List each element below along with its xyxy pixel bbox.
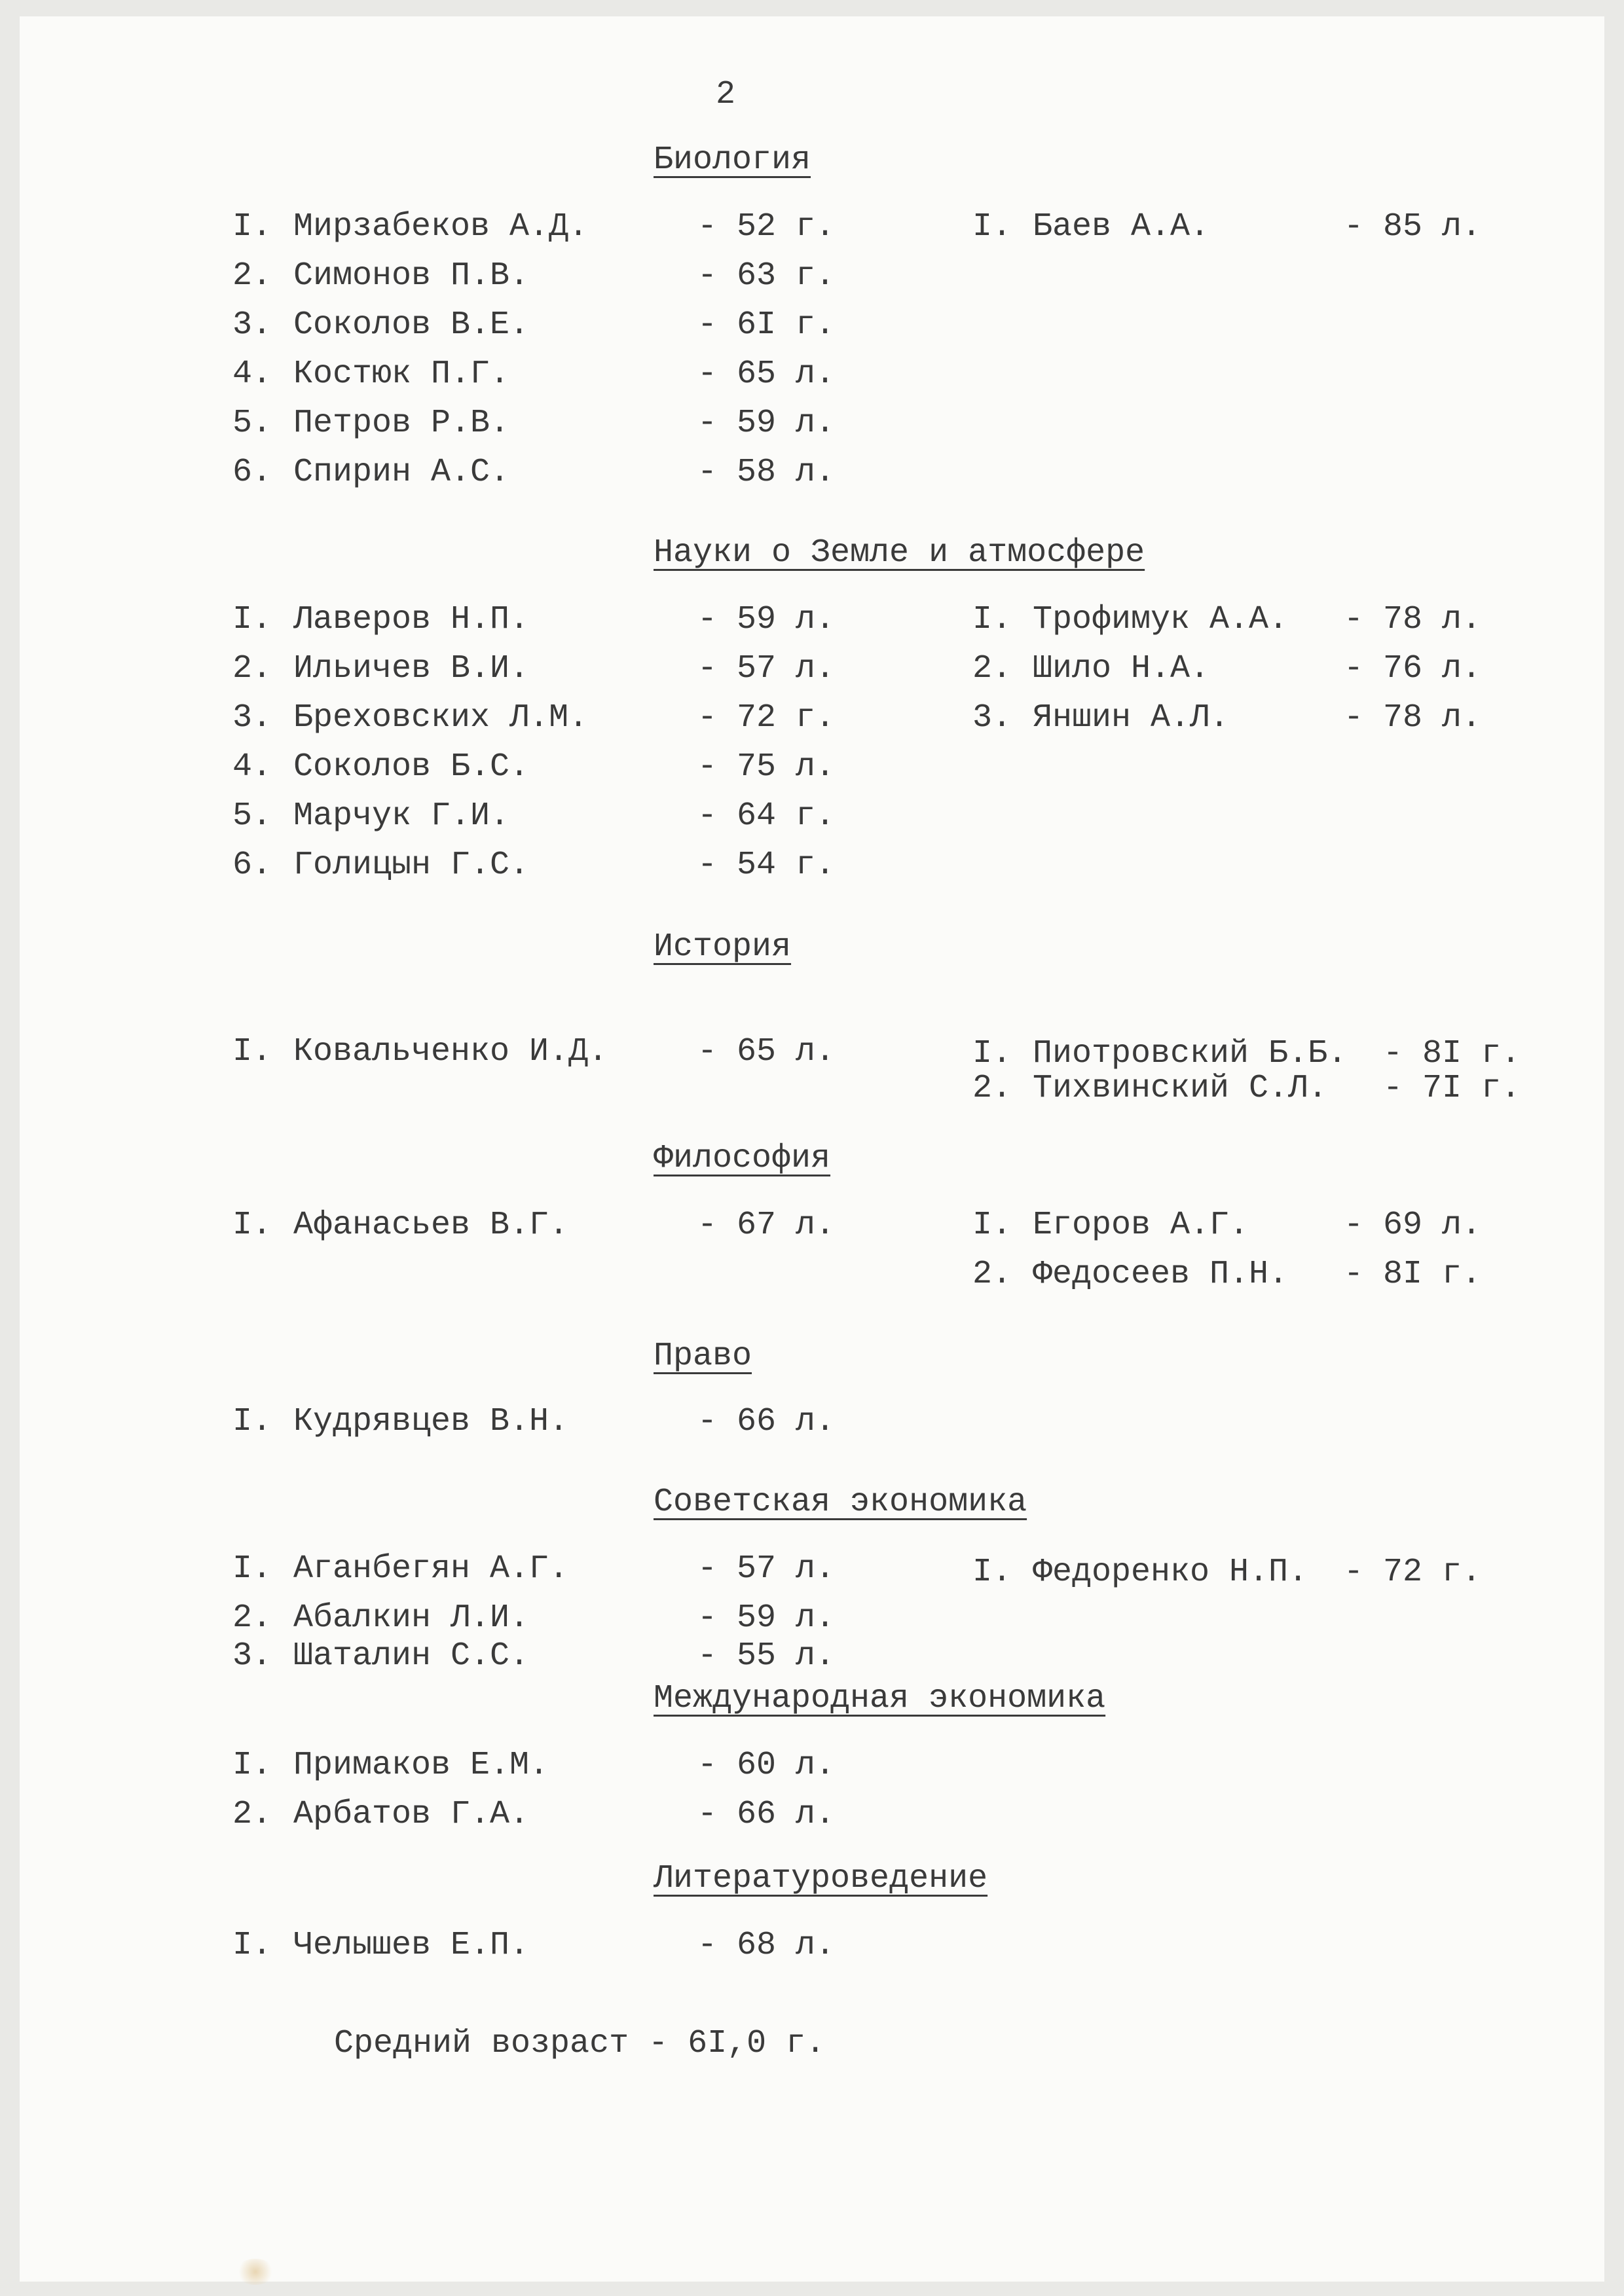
entry-age: - 52 г. [697,208,835,246]
entry-age: - 85 л. [1343,208,1481,246]
entry-age: - 75 л. [697,748,835,786]
entry-name: Ильичев В.И. [293,650,530,687]
entry-name: Трофимук А.А. [1033,601,1289,638]
entry-age: - 72 г. [1343,1554,1481,1591]
entry-num: 3. [972,699,1012,737]
entry-age: - 8I г. [1382,1035,1521,1072]
entry-num: 3. [232,1637,272,1675]
entry-num: 2. [232,1599,272,1637]
entry-age: - 59 л. [697,405,835,442]
entry-name: Афанасьев В.Г. [293,1207,569,1244]
entry-age: - 58 л. [697,454,835,491]
entry-name: Петров Р.В. [293,405,510,442]
entry-name: Егоров А.Г. [1033,1207,1249,1244]
entry-name: Челышев Е.П. [293,1927,530,1964]
entry-name: Спирин А.С. [293,454,510,491]
average-age-line: Средний возраст - 6I,0 г. [334,2025,826,2062]
entry-num: I. [232,1207,272,1244]
entry-name: Марчук Г.И. [293,797,510,835]
entry-name: Кудрявцев В.Н. [293,1403,569,1440]
section-title-literary-studies: Литературоведение [654,1860,988,1897]
entry-name: Шаталин С.С. [293,1637,530,1675]
section-title-history: История [654,928,792,966]
entry-num: I. [232,1550,272,1588]
entry-age: - 63 г. [697,257,835,295]
entry-name: Мирзабеков А.Д. [293,208,589,246]
entry-age: - 8I г. [1343,1256,1481,1293]
entry-age: - 59 л. [697,601,835,638]
entry-name: Голицын Г.С. [293,847,530,884]
entry-name: Арбатов Г.А. [293,1796,530,1833]
section-title-earth-sciences: Науки о Земле и атмосфере [654,534,1145,572]
entry-age: - 6I г. [697,306,835,344]
entry-age: - 7I г. [1382,1070,1521,1107]
section-title-soviet-economics: Советская экономика [654,1484,1027,1521]
entry-age: - 55 л. [697,1637,835,1675]
entry-num: 2. [232,650,272,687]
entry-num: I. [972,601,1012,638]
entry-num: 4. [232,748,272,786]
entry-age: - 57 л. [697,650,835,687]
page-number: 2 [716,76,736,113]
entry-age: - 78 л. [1343,601,1481,638]
entry-name: Соколов Б.С. [293,748,530,786]
entry-name: Баев А.А. [1033,208,1210,246]
entry-age: - 59 л. [697,1599,835,1637]
entry-num: I. [232,208,272,246]
entry-name: Примаков Е.М. [293,1747,549,1784]
entry-name: Бреховских Л.М. [293,699,589,737]
entry-num: 2. [972,1070,1012,1107]
entry-age: - 78 л. [1343,699,1481,737]
entry-name: Федоренко Н.П. [1033,1554,1308,1591]
entry-name: Симонов П.В. [293,257,530,295]
entry-num: I. [232,1747,272,1784]
entry-name: Ковальченко И.Д. [293,1033,608,1070]
entry-num: 5. [232,405,272,442]
entry-num: I. [232,1927,272,1964]
entry-age: - 66 л. [697,1796,835,1833]
entry-age: - 57 л. [697,1550,835,1588]
entry-age: - 76 л. [1343,650,1481,687]
section-title-international-economics: Международная экономика [654,1680,1106,1717]
entry-num: 6. [232,454,272,491]
entry-num: 2. [232,1796,272,1833]
entry-num: I. [232,601,272,638]
entry-name: Соколов В.Е. [293,306,530,344]
entry-num: 2. [972,650,1012,687]
entry-age: - 64 г. [697,797,835,835]
entry-num: 2. [232,257,272,295]
entry-num: 3. [232,699,272,737]
entry-num: 6. [232,847,272,884]
entry-age: - 65 л. [697,355,835,393]
section-title-law: Право [654,1338,752,1375]
entry-age: - 68 л. [697,1927,835,1964]
section-title-philosophy: Философия [654,1140,831,1177]
entry-num: I. [972,1207,1012,1244]
entry-age: - 65 л. [697,1033,835,1070]
entry-num: I. [972,1035,1012,1072]
entry-num: 5. [232,797,272,835]
entry-num: 3. [232,306,272,344]
entry-name: Тихвинский С.Л. [1033,1070,1328,1107]
entry-num: 2. [972,1256,1012,1293]
entry-age: - 66 л. [697,1403,835,1440]
entry-name: Пиотровский Б.Б. [1033,1035,1348,1072]
entry-num: I. [232,1403,272,1440]
entry-age: - 54 г. [697,847,835,884]
entry-name: Костюк П.Г. [293,355,510,393]
section-title-biology: Биология [654,141,811,179]
entry-name: Абалкин Л.И. [293,1599,530,1637]
entry-name: Яншин А.Л. [1033,699,1230,737]
entry-name: Аганбегян А.Г. [293,1550,569,1588]
paper-stain [236,2259,275,2285]
entry-name: Федосеев П.Н. [1033,1256,1289,1293]
entry-num: I. [972,1554,1012,1591]
entry-num: I. [972,208,1012,246]
entry-name: Лаверов Н.П. [293,601,530,638]
entry-age: - 72 г. [697,699,835,737]
entry-age: - 69 л. [1343,1207,1481,1244]
entry-age: - 67 л. [697,1207,835,1244]
entry-age: - 60 л. [697,1747,835,1784]
entry-name: Шило Н.А. [1033,650,1210,687]
entry-num: I. [232,1033,272,1070]
entry-num: 4. [232,355,272,393]
document-page [20,16,1604,2282]
